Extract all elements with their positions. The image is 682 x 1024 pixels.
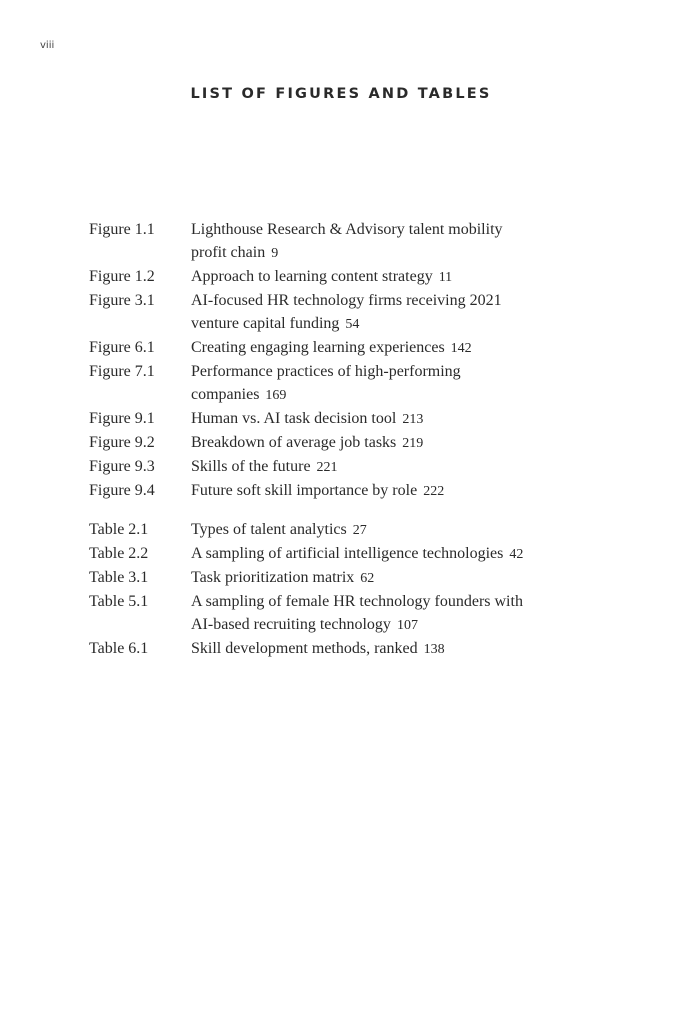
entry-title-text: Performance practices of high-performing: [191, 363, 461, 380]
entry-title: [191, 218, 609, 265]
entry-title-text: companies: [191, 386, 260, 403]
entry-title-line: [191, 455, 609, 479]
entry-title-line: [191, 590, 609, 613]
page-folio: viii: [40, 40, 55, 51]
entry-title-line: [191, 542, 609, 566]
entry-title-line: [191, 566, 609, 590]
entry-page-number: 54: [345, 317, 360, 332]
entry-page-number: 11: [438, 270, 453, 285]
entry-label: Figure 7.1: [89, 363, 155, 380]
entry-label: Figure 9.2: [89, 434, 155, 451]
entry-label: Table 2.1: [89, 521, 149, 538]
figure-entry: [89, 289, 609, 336]
entry-title-text: Future soft skill importance by role: [191, 482, 418, 499]
entry-title-line: [191, 431, 609, 455]
entry-title-text: Approach to learning content strategy: [191, 268, 433, 285]
entry-label: Figure 9.4: [89, 482, 155, 499]
entry-page-number: 42: [509, 547, 524, 562]
entry-title-line: [191, 218, 609, 241]
tables-list: [89, 518, 609, 661]
figure-entry: [89, 455, 609, 479]
entry-title-text: Lighthouse Research & Advisory talent mobility: [191, 221, 503, 238]
entry-title: [191, 360, 609, 407]
entry-title-line: [191, 479, 609, 503]
entry-title-line: [191, 265, 609, 289]
table-entry: [89, 590, 609, 637]
entry-title: [191, 518, 609, 542]
entry-page-number: 107: [396, 618, 418, 633]
entry-title: [191, 455, 609, 479]
entry-title: [191, 566, 609, 590]
entry-label: Table 6.1: [89, 640, 149, 657]
entry-page-number: 169: [265, 388, 287, 403]
entry-label: Figure 3.1: [89, 292, 155, 309]
entry-label: Table 3.1: [89, 569, 149, 586]
figure-entry: [89, 431, 609, 455]
figure-entry: [89, 407, 609, 431]
entry-page-number: 222: [423, 484, 445, 499]
entry-title-text: Skill development methods, ranked: [191, 640, 418, 657]
entry-title-line: [191, 336, 609, 360]
entry-title-text: Breakdown of average job tasks: [191, 434, 397, 451]
entry-page-number: 9: [271, 246, 279, 261]
entry-title-text: AI-based recruiting technology: [191, 616, 391, 633]
entry-page-number: 142: [450, 341, 472, 356]
entry-title-text: A sampling of artificial intelligence technologies: [191, 545, 504, 562]
entry-title-line: [191, 518, 609, 542]
entry-title-text: Types of talent analytics: [191, 521, 347, 538]
entry-page-number: 213: [402, 412, 424, 427]
table-entry: [89, 542, 609, 566]
entry-title-text: Skills of the future: [191, 458, 311, 475]
figure-entry: [89, 218, 609, 265]
entry-page-number: 62: [360, 571, 375, 586]
entry-label: Figure 1.1: [89, 221, 155, 238]
entry-title-text: Creating engaging learning experiences: [191, 339, 445, 356]
entry-title-line: [191, 312, 609, 336]
entry-title: [191, 479, 609, 503]
entry-page-number: 221: [316, 460, 338, 475]
entry-title: [191, 407, 609, 431]
entry-title-text: A sampling of female HR technology founders with: [191, 593, 523, 610]
entry-title: [191, 336, 609, 360]
figure-entry: [89, 360, 609, 407]
page-title: [0, 86, 682, 102]
entry-label: Figure 9.1: [89, 410, 155, 427]
entry-label: Figure 6.1: [89, 339, 155, 356]
entry-title: [191, 542, 609, 566]
entry-label: Figure 1.2: [89, 268, 155, 285]
entry-page-number: 219: [402, 436, 424, 451]
entry-title: [191, 637, 609, 661]
table-entry: [89, 637, 609, 661]
entry-title-line: [191, 407, 609, 431]
entry-page-number: 27: [352, 523, 367, 538]
entry-title-text: venture capital funding: [191, 315, 340, 332]
page-title-text: LIST OF FIGURES AND TABLES: [190, 86, 492, 102]
figure-entry: [89, 479, 609, 503]
entry-title: [191, 289, 609, 336]
entry-label: Table 5.1: [89, 593, 149, 610]
table-entry: [89, 566, 609, 590]
entry-title-line: [191, 360, 609, 383]
figure-entry: [89, 336, 609, 360]
entry-title-line: [191, 383, 609, 407]
entry-title: [191, 265, 609, 289]
entry-title: [191, 431, 609, 455]
entry-title-line: [191, 613, 609, 637]
entry-title-line: [191, 637, 609, 661]
table-entry: [89, 518, 609, 542]
entry-title-text: Human vs. AI task decision tool: [191, 410, 397, 427]
entry-label: Figure 9.3: [89, 458, 155, 475]
entry-title-line: [191, 241, 609, 265]
entry-title: [191, 590, 609, 637]
entry-title-line: [191, 289, 609, 312]
figures-list: [89, 218, 609, 503]
entry-title-text: profit chain: [191, 244, 266, 261]
entry-title-text: AI-focused HR technology firms receiving 2021: [191, 292, 502, 309]
entry-label: Table 2.2: [89, 545, 149, 562]
entry-title-text: Task prioritization matrix: [191, 569, 355, 586]
entry-page-number: 138: [423, 642, 445, 657]
figure-entry: [89, 265, 609, 289]
